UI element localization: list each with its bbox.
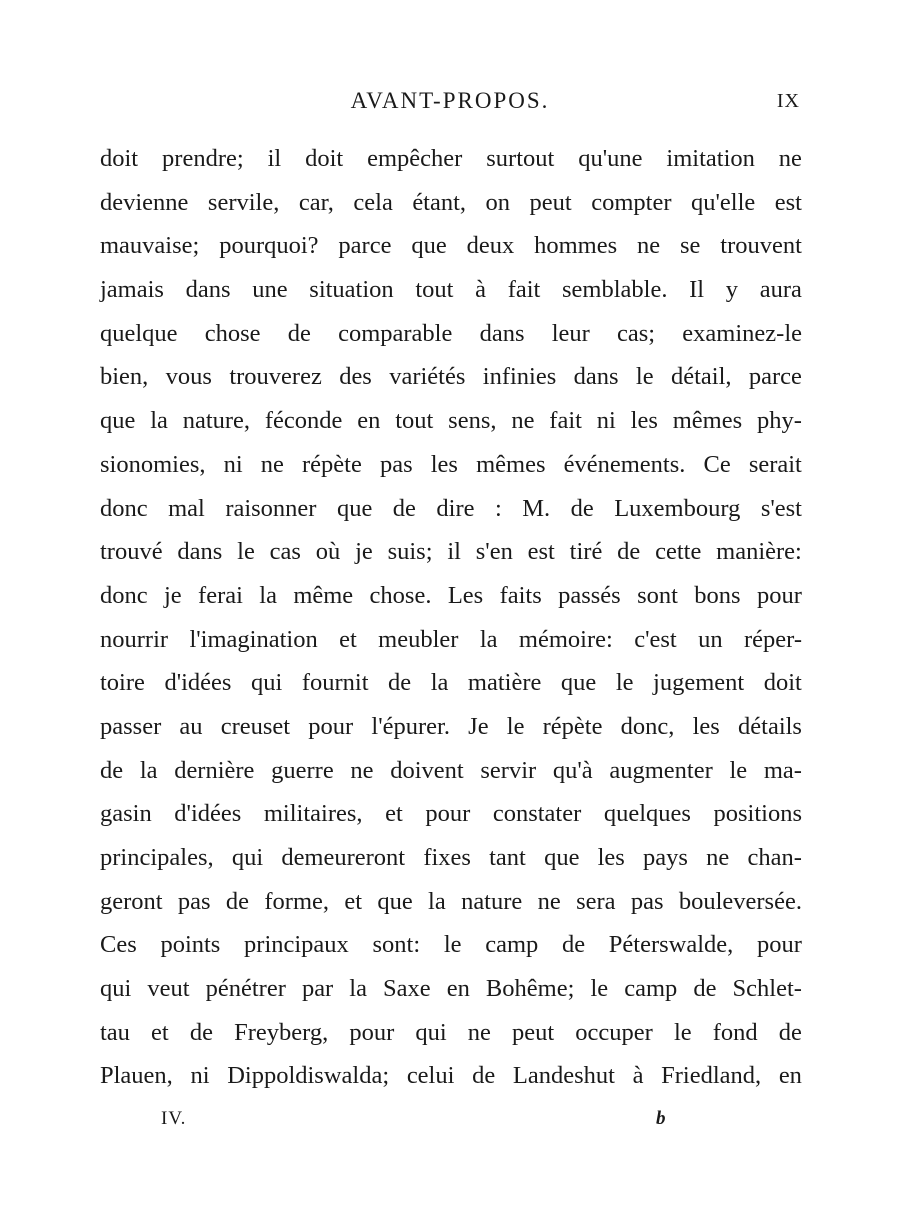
signature-mark: b	[656, 1108, 666, 1129]
word: ne	[467, 1018, 491, 1046]
word: le	[237, 538, 255, 566]
word: de	[570, 494, 594, 522]
word: jugement	[653, 669, 745, 697]
word: pour	[349, 1018, 395, 1046]
word: hommes	[534, 232, 618, 260]
word: tout	[415, 276, 454, 304]
word: positions	[713, 800, 802, 828]
text-line	[100, 399, 802, 443]
word: car,	[298, 188, 334, 216]
word: qui	[231, 844, 264, 871]
body-text	[100, 137, 802, 1098]
word: semblable.	[562, 276, 668, 304]
word: cela	[353, 188, 393, 216]
word: que	[100, 407, 136, 435]
text-line	[100, 1011, 802, 1055]
word: qu'elle	[690, 188, 756, 216]
word: féconde	[264, 407, 343, 435]
word: étant,	[412, 188, 467, 216]
word: surtout	[486, 145, 555, 172]
text-line	[100, 880, 802, 924]
word: qui	[250, 669, 283, 697]
word: et	[344, 887, 363, 915]
word: de	[100, 756, 124, 784]
text-line	[100, 181, 802, 225]
word: sionomies,	[100, 450, 206, 478]
word: devienne	[100, 188, 189, 216]
word: servile,	[207, 188, 280, 216]
word: donc,	[620, 712, 675, 740]
word: il	[447, 538, 461, 566]
word: camp	[485, 931, 539, 959]
word: fait	[549, 407, 582, 435]
text-line	[100, 574, 802, 618]
word: fournit	[301, 669, 369, 697]
word: de	[392, 494, 416, 522]
page-number: IX	[776, 90, 800, 112]
word: mémoire:	[518, 625, 613, 653]
word: camp	[624, 975, 678, 1003]
word: Freyberg,	[234, 1018, 329, 1046]
word: Landeshut	[512, 1062, 615, 1090]
word: un	[698, 625, 723, 653]
running-title: AVANT-PROPOS.	[350, 88, 550, 113]
word: ne	[350, 756, 374, 784]
word: détails	[738, 712, 802, 740]
word: est	[774, 188, 802, 216]
word: serait	[748, 450, 802, 478]
word: aura	[759, 276, 802, 304]
text-line	[100, 967, 802, 1011]
word: je	[355, 538, 373, 566]
word: les	[630, 407, 658, 435]
word: en	[446, 975, 470, 1003]
word: doit	[100, 145, 139, 172]
word: Luxembourg	[614, 494, 741, 522]
word: de	[189, 1018, 213, 1046]
word: vous	[165, 363, 212, 391]
word: cas	[269, 538, 301, 566]
word: Il	[689, 276, 705, 304]
word: pays	[643, 844, 688, 871]
text-line	[100, 923, 802, 967]
word: imitation	[666, 145, 755, 172]
word: ne	[537, 887, 561, 915]
word: la	[150, 407, 168, 435]
word: mêmes	[476, 450, 546, 478]
word: pas	[177, 887, 211, 915]
word: ma-	[763, 756, 802, 784]
word: l'imagination	[189, 625, 318, 653]
word: des	[339, 363, 372, 391]
word: jamais	[100, 276, 164, 304]
word: c'est	[634, 625, 677, 653]
word: de	[778, 1018, 802, 1046]
word: chan-	[747, 844, 802, 871]
word: Bohême;	[485, 975, 575, 1003]
word: veut	[147, 975, 190, 1003]
word: est	[527, 538, 555, 566]
text-line	[100, 836, 802, 880]
word: de	[617, 538, 641, 566]
word: demeureront	[281, 844, 406, 871]
word: manière:	[716, 538, 802, 566]
word: compter	[591, 188, 672, 216]
word: donc	[100, 494, 148, 522]
word: que	[544, 844, 580, 871]
word: mal	[168, 494, 205, 522]
word: donc	[100, 581, 148, 609]
word: tant	[489, 844, 526, 871]
word: ne	[778, 145, 802, 172]
word: ferai	[198, 581, 243, 609]
word: Les	[447, 581, 484, 609]
word: en	[357, 407, 381, 435]
word: militaires,	[263, 800, 363, 828]
word: bons	[694, 581, 741, 609]
word: pas	[379, 450, 413, 478]
word: de	[561, 931, 586, 959]
word: Dippoldiswalda;	[227, 1062, 390, 1090]
word: Ces	[100, 931, 137, 959]
word: mauvaise;	[100, 232, 200, 260]
word: situation	[309, 276, 394, 304]
word: comparable	[338, 319, 453, 347]
word: où	[315, 538, 341, 566]
word: ni	[596, 407, 616, 435]
word: l'épurer.	[371, 712, 450, 740]
word: peut	[529, 188, 572, 216]
word: cas;	[617, 319, 656, 347]
word: répète	[542, 712, 603, 740]
word: doivent	[390, 756, 464, 784]
word: le	[615, 669, 634, 697]
word: il	[267, 145, 282, 172]
word: parce	[748, 363, 802, 391]
word: mêmes	[672, 407, 743, 435]
word: pénétrer	[205, 975, 286, 1003]
word: pour	[425, 800, 471, 828]
word: creuset	[220, 712, 291, 740]
word: la	[428, 887, 446, 915]
word: constater	[492, 800, 582, 828]
word: gasin	[100, 800, 152, 828]
word: fait	[507, 276, 541, 304]
word: phy-	[756, 407, 802, 435]
word: tout	[395, 407, 434, 435]
word: de	[287, 319, 311, 347]
word: chose	[204, 319, 261, 347]
word: forme,	[264, 887, 329, 915]
text-line	[100, 443, 802, 487]
word: pourquoi?	[219, 232, 319, 260]
word: que	[377, 887, 413, 915]
word: Schlet-	[732, 975, 802, 1003]
word: qu'à	[552, 756, 593, 784]
page-footer	[0, 1108, 900, 1138]
word: suis;	[387, 538, 433, 566]
word: sont	[637, 581, 678, 609]
word: tiré	[569, 538, 603, 566]
word: le	[729, 756, 748, 784]
word: se	[680, 232, 701, 260]
word: la	[430, 669, 449, 697]
word: je	[163, 581, 182, 609]
word: les	[430, 450, 458, 478]
text-line	[100, 224, 802, 268]
word: peut	[512, 1018, 555, 1046]
word: faits	[499, 581, 542, 609]
word: tau	[100, 1018, 130, 1046]
word: de	[388, 669, 412, 697]
word: on	[485, 188, 511, 216]
word: celui	[406, 1062, 455, 1090]
word: qu'une	[578, 145, 643, 172]
word: doit	[763, 669, 802, 697]
word: le	[673, 1018, 692, 1046]
word: qui	[100, 975, 132, 1003]
word: dans	[573, 363, 619, 391]
word: qui	[415, 1018, 447, 1046]
text-line	[100, 705, 802, 749]
word: même	[293, 581, 354, 609]
word: cette	[655, 538, 702, 566]
word: trouvé	[100, 538, 163, 566]
word: une	[252, 276, 288, 304]
word: de	[225, 887, 250, 915]
text-line	[100, 312, 802, 356]
word: ne	[637, 232, 661, 260]
word: nourrir	[100, 625, 169, 653]
word: nature,	[182, 407, 251, 435]
word: le	[590, 975, 609, 1003]
word: trouverez	[229, 363, 322, 391]
word: répète	[302, 450, 362, 478]
word: dire	[436, 494, 475, 522]
word: dans	[479, 319, 525, 347]
volume-label: IV.	[161, 1108, 187, 1129]
word: ne	[706, 844, 730, 871]
word: leur	[551, 319, 590, 347]
word: le	[506, 712, 525, 740]
word: meubler	[378, 625, 459, 653]
word: la	[479, 625, 498, 653]
word: détail,	[670, 363, 732, 391]
running-head	[0, 88, 900, 124]
text-line	[100, 487, 802, 531]
word: principaux	[244, 931, 349, 959]
word: points	[160, 931, 221, 959]
word: la	[259, 581, 277, 609]
text-line	[100, 661, 802, 705]
word: prendre;	[162, 145, 244, 172]
word: Je	[468, 712, 489, 740]
word: quelque	[100, 319, 178, 347]
word: parce	[338, 232, 392, 260]
word: et	[151, 1018, 169, 1046]
word: Plauen,	[100, 1062, 173, 1090]
word: dans	[185, 276, 231, 304]
word: servir	[480, 756, 537, 784]
word: guerre	[271, 756, 334, 784]
word: bouleversée.	[678, 887, 802, 915]
word: trouvent	[720, 232, 802, 260]
word: le	[635, 363, 654, 391]
word: en	[778, 1062, 802, 1090]
word: à	[475, 276, 487, 304]
word: Saxe	[383, 975, 431, 1003]
word: ni	[223, 450, 243, 478]
word: la	[139, 756, 158, 784]
text-line	[100, 137, 802, 181]
word: Péterswalde,	[608, 931, 734, 959]
word: y	[725, 276, 739, 304]
word: la	[349, 975, 367, 1003]
word: les	[597, 844, 625, 871]
word: pour	[756, 931, 802, 959]
word: toire	[100, 669, 145, 697]
word: à	[632, 1062, 644, 1090]
word: les	[692, 712, 720, 740]
word: nature	[461, 887, 523, 915]
word: dernière	[174, 756, 255, 784]
word: chose.	[369, 581, 432, 609]
text-line	[100, 268, 802, 312]
word: occuper	[575, 1018, 653, 1046]
word: s'est	[760, 494, 802, 522]
word: :	[494, 494, 502, 522]
word: principales,	[100, 844, 214, 871]
word: que	[560, 669, 597, 697]
word: ni	[190, 1062, 210, 1090]
word: le	[443, 931, 462, 959]
text-line	[100, 355, 802, 399]
word: passés	[558, 581, 621, 609]
word: au	[179, 712, 203, 740]
word: doit	[305, 145, 344, 172]
word: que	[411, 232, 447, 260]
word: matière	[467, 669, 542, 697]
word: fixes	[423, 844, 471, 871]
word: infinies	[482, 363, 557, 391]
word: d'idées	[174, 800, 242, 828]
word: événements.	[563, 450, 686, 478]
word: augmenter	[609, 756, 713, 784]
word: sens,	[448, 407, 497, 435]
word: pas	[630, 887, 664, 915]
word: ne	[511, 407, 535, 435]
word: geront	[100, 887, 163, 915]
word: M.	[522, 494, 551, 522]
word: variétés	[389, 363, 466, 391]
word: par	[301, 975, 334, 1003]
word: empêcher	[367, 145, 463, 172]
word: que	[336, 494, 373, 522]
word: Ce	[703, 450, 731, 478]
word: de	[693, 975, 717, 1003]
word: pour	[308, 712, 354, 740]
word: bien,	[100, 363, 149, 391]
word: d'idées	[164, 669, 232, 697]
word: sont:	[372, 931, 421, 959]
word: raisonner	[225, 494, 317, 522]
word: examinez-le	[682, 319, 802, 347]
word: passer	[100, 712, 162, 740]
word: s'en	[475, 538, 513, 566]
word: réper-	[744, 625, 802, 653]
word: fond	[712, 1018, 758, 1046]
word: sera	[576, 887, 616, 915]
word: et	[385, 800, 403, 828]
text-line	[100, 749, 802, 793]
text-line	[100, 618, 802, 662]
word: deux	[466, 232, 515, 260]
word: Friedland,	[661, 1062, 762, 1090]
text-line	[100, 1054, 802, 1098]
word: dans	[177, 538, 223, 566]
word: ne	[260, 450, 284, 478]
text-line	[100, 530, 802, 574]
word: quelques	[603, 800, 691, 828]
word: de	[472, 1062, 496, 1090]
word: pour	[756, 581, 802, 609]
text-line	[100, 792, 802, 836]
word: et	[339, 625, 357, 653]
